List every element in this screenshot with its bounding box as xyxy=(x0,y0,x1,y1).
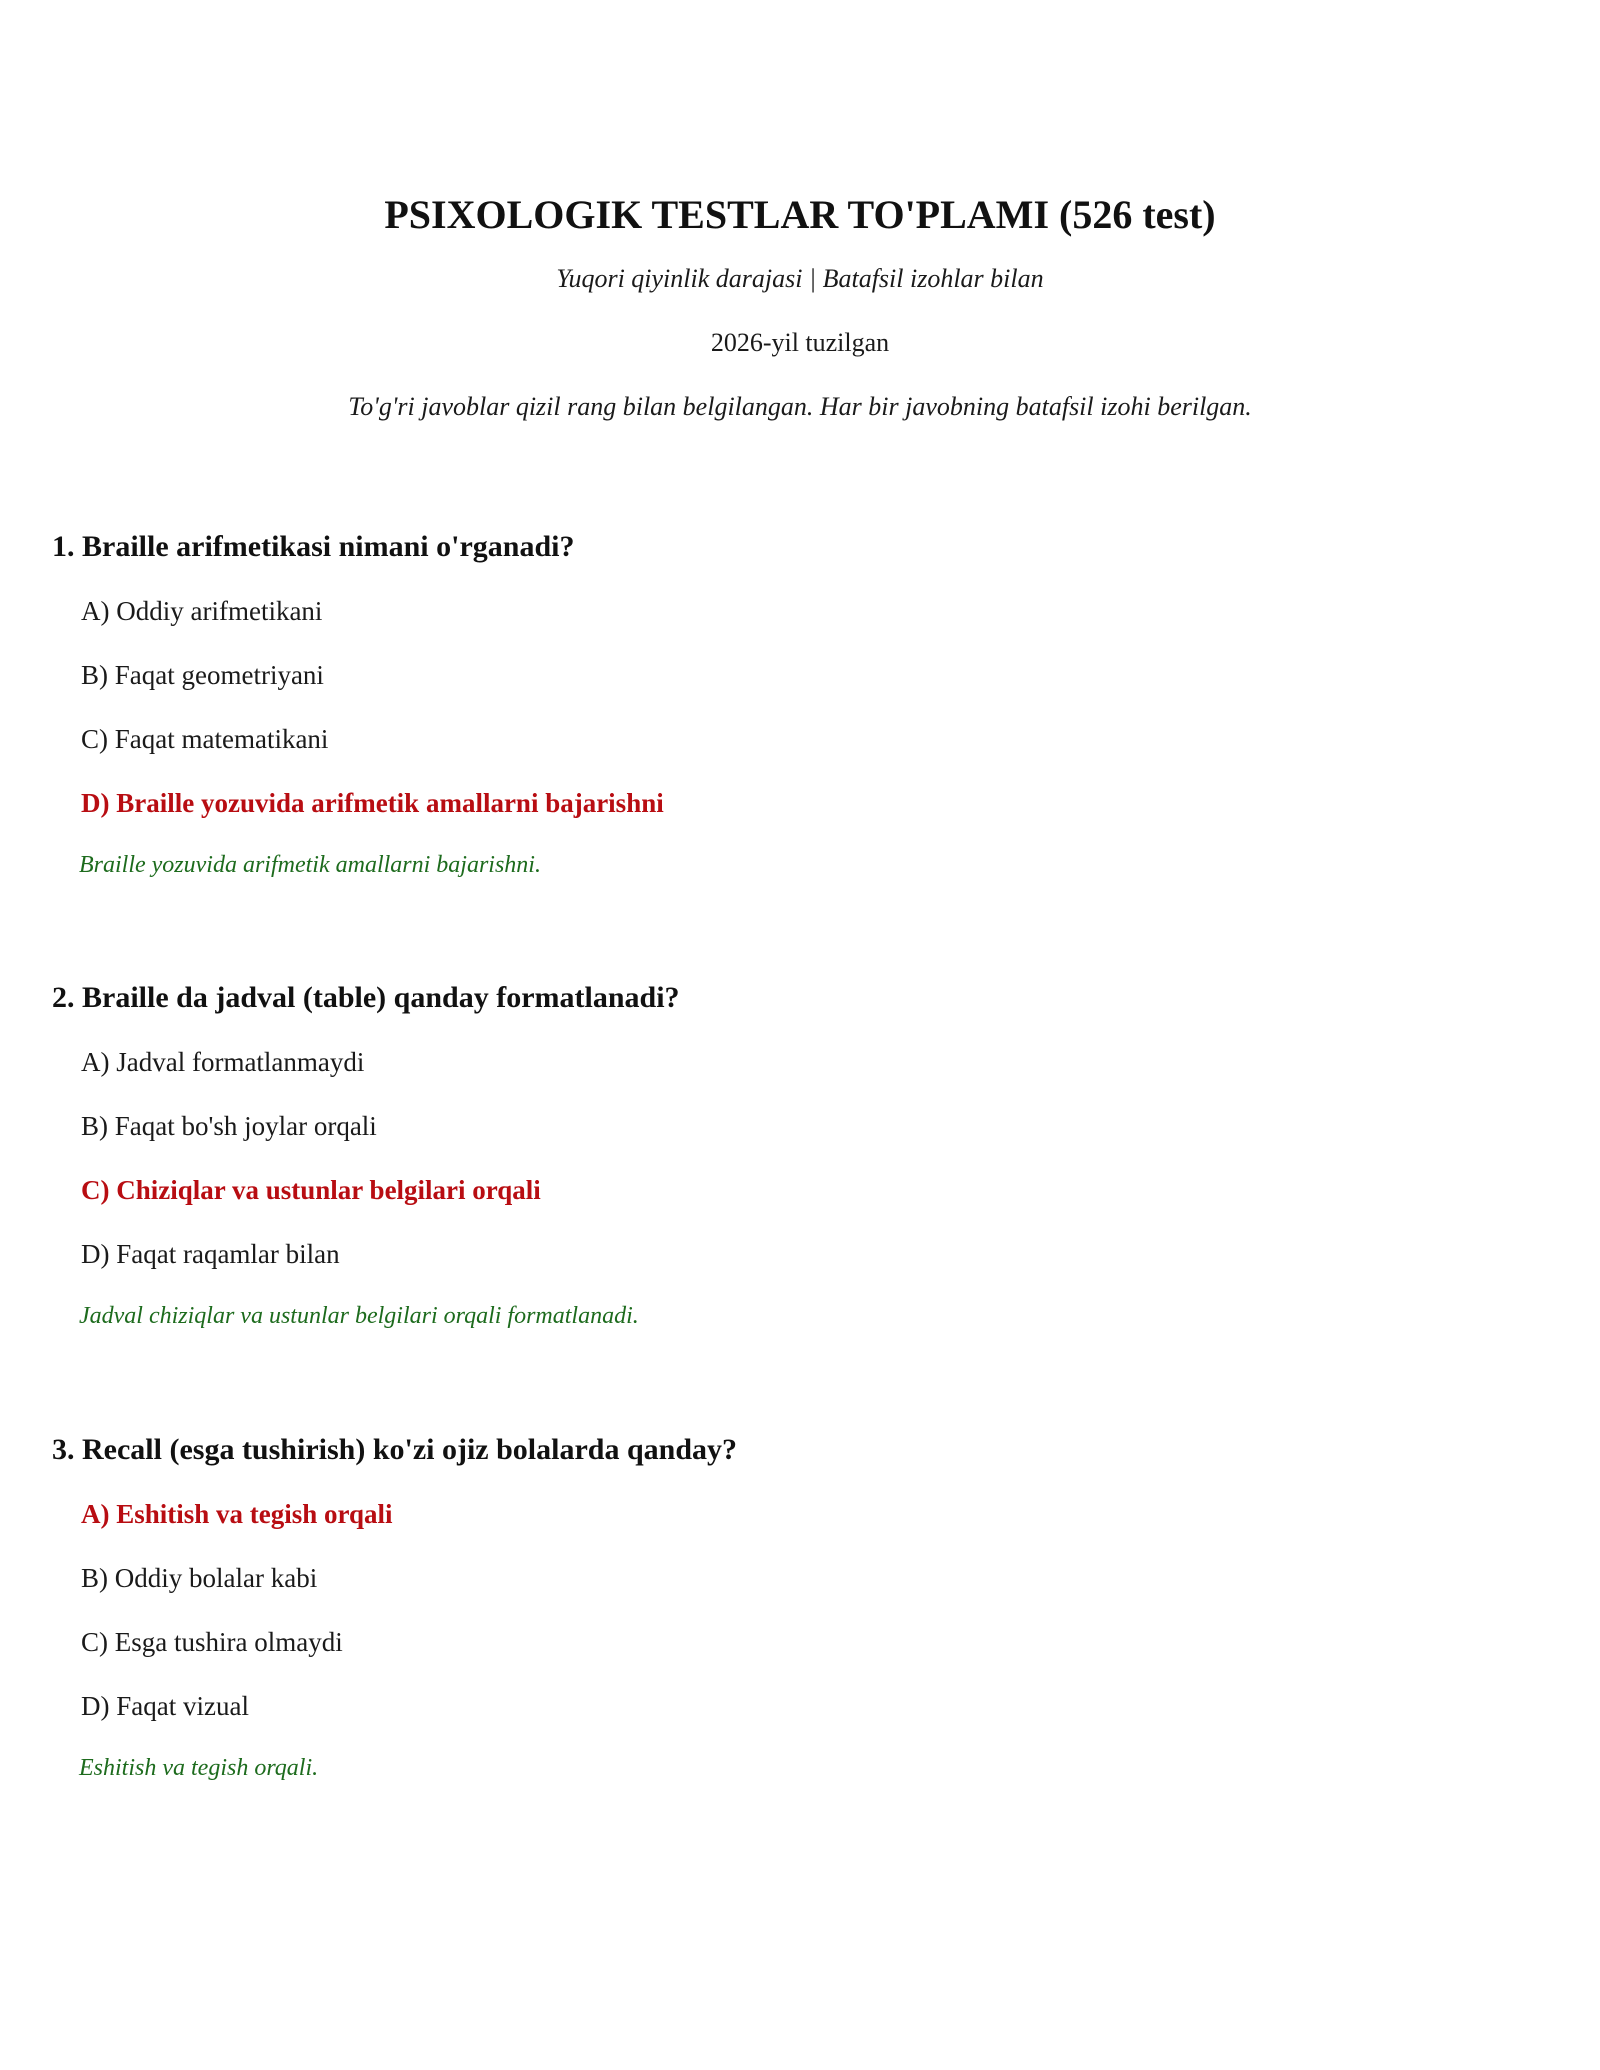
option-d: D) Faqat vizual xyxy=(81,1691,249,1721)
option-d-correct: D) Braille yozuvida arifmetik amallarni bajarishni xyxy=(81,788,664,818)
question-block xyxy=(52,1418,1552,1798)
option-a: A) Jadval formatlanmaydi xyxy=(81,1047,365,1077)
document-title: PSIXOLOGIK TESTLAR TO'PLAMI (526 test) xyxy=(384,192,1216,237)
document-subtitle: Yuqori qiyinlik darajasi | Batafsil izohlar bilan xyxy=(556,264,1044,293)
option-c-correct: C) Chiziqlar va ustunlar belgilari orqali xyxy=(81,1175,541,1205)
option-b: B) Faqat geometriyani xyxy=(81,660,324,690)
question-block xyxy=(52,515,1552,895)
option-b: B) Oddiy bolalar kabi xyxy=(81,1563,318,1593)
question-text: 1. Braille arifmetikasi nimani o'rganadi? xyxy=(52,530,575,563)
document-year: 2026-yil tuzilgan xyxy=(710,328,890,357)
option-a-correct: A) Eshitish va tegish orqali xyxy=(81,1499,393,1529)
answer-explanation: Jadval chiziqlar va ustunlar belgilari orqali formatlanadi. xyxy=(79,1303,639,1329)
option-c: C) Esga tushira olmaydi xyxy=(81,1627,343,1657)
question-block xyxy=(52,966,1552,1346)
answer-explanation: Eshitish va tegish orqali. xyxy=(79,1755,319,1781)
option-a: A) Oddiy arifmetikani xyxy=(81,596,323,626)
answer-explanation: Braille yozuvida arifmetik amallarni bajarishni. xyxy=(79,852,541,878)
question-text: 3. Recall (esga tushirish) ko'zi ojiz bolalarda qanday? xyxy=(52,1433,738,1466)
option-b: B) Faqat bo'sh joylar orqali xyxy=(81,1111,377,1141)
option-c: C) Faqat matematikani xyxy=(81,724,329,754)
document-note: To'g'ri javoblar qizil rang bilan belgilangan. Har bir javobning batafsil izohi berilgan. xyxy=(348,392,1252,421)
question-text: 2. Braille da jadval (table) qanday formatlanadi? xyxy=(52,981,680,1014)
option-d: D) Faqat raqamlar bilan xyxy=(81,1239,340,1269)
document-header xyxy=(0,183,1600,439)
